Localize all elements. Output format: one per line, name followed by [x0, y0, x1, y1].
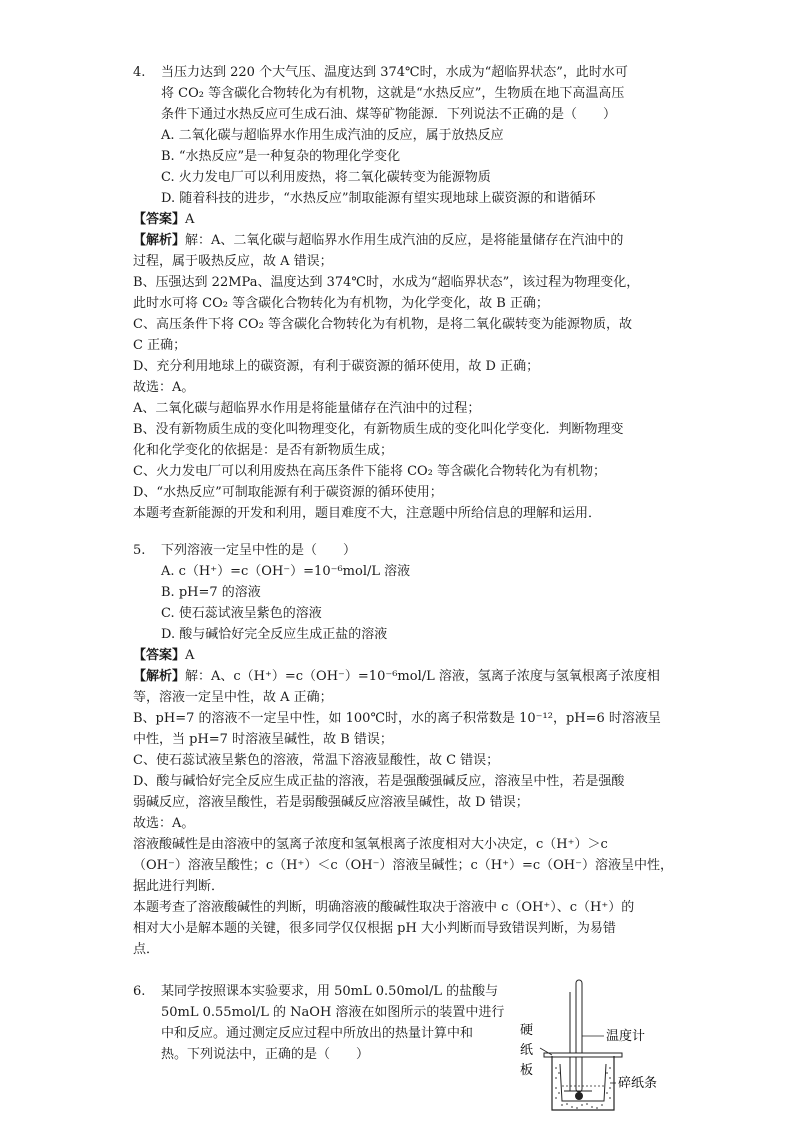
cardboard-cover [544, 1053, 622, 1057]
q4-option-d: D. 随着科技的进步，“水热反应”制取能源有望实现地球上碳资源的和谐循环 [161, 191, 596, 206]
q4-option-c: C. 火力发电厂可以利用废热，将二氧化碳转变为能源物质 [161, 170, 491, 185]
q5-analysis-tag: 【解析】 [133, 669, 186, 684]
q5-option-d: D. 酸与碱恰好完全反应生成正盐的溶液 [161, 627, 388, 642]
q4-option-b: B. “水热反应”是一种复杂的物理化学变化 [161, 149, 401, 164]
q5-analysis-line-14: 点． [133, 942, 160, 957]
q4-analysis-line-5: C、高压条件下将 CO₂ 等含碳化合物转化为有机物，是将二氧化碳转变为能源物质，故 [133, 317, 633, 332]
q5-analysis-line-13: 相对大小是解本题的关键，很多同学仅仅根据 pH 大小判断而导致错误判断，为易错 [133, 921, 616, 936]
thermometer-tube [576, 980, 582, 1092]
q5-analysis-line-11: 据此进行判断． [133, 879, 225, 894]
thermometer-bulb [575, 1092, 583, 1100]
q4-stem-line-1: 当压力达到 220 个大气压、温度达到 374℃时，水成为“超临界状态”，此时水可 [161, 65, 628, 80]
q5-analysis-line-3: B、pH=7 的溶液不一定呈中性，如 100℃时，水的离子积常数是 10⁻¹²，pH=6 时溶液呈 [133, 711, 661, 726]
q4-answer-tag: 【答案】 [133, 212, 186, 227]
q5-answer [133, 645, 194, 666]
shredded-paper [555, 1067, 611, 1109]
q5-analysis-line-9: 溶液酸碱性是由溶液中的氢离子浓度和氢氧根离子浓度相对大小决定，c（H⁺）＞c [133, 837, 608, 852]
q5-option-c: C. 使石蕊试液呈紫色的溶液 [161, 606, 322, 621]
q4-analysis-line-13: D、“水热反应”可制取能源有利于碳资源的循环使用； [133, 485, 443, 500]
q5-number: 5. [133, 543, 146, 558]
q4-stem-line-2: 将 CO₂ 等含碳化合物转化为有机物，这就是“水热反应”，生物质在地下高温高压 [161, 86, 625, 101]
q6-stem-line-3: 中和反应。通过测定反应过程中所放出的热量计算中和 [161, 1026, 474, 1041]
q5-analysis-line-1 [133, 666, 660, 687]
q4-answer-value: A [185, 212, 195, 227]
q5-analysis-line-12: 本题考查了溶液酸碱性的判断，明确溶液的酸碱性取决于溶液中 c（OH⁺）、c（H⁺）的 [133, 900, 635, 915]
q4-analysis-line-4: 此时水可将 CO₂ 等含碳化合物转化为有机物，为化学变化，故 B 正确； [133, 296, 549, 311]
q5-analysis-text-1: 解：A、c（H⁺）=c（OH⁻）=10⁻⁶mol/L 溶液，氢离子浓度与氢氧根离子浓度相 [185, 669, 660, 684]
q5-option-a: A. c（H⁺）=c（OH⁻）=10⁻⁶mol/L 溶液 [161, 564, 411, 579]
label-board-2: 纸 [520, 1043, 534, 1058]
q5-analysis-line-5: C、使石蕊试液呈紫色的溶液，常温下溶液显酸性，故 C 错误； [133, 753, 500, 768]
q6-stem-line-2: 50mL 0.55mol/L 的 NaOH 溶液在如图所示的装置中进行 [161, 1005, 505, 1020]
q5-analysis-line-8: 故选：A。 [133, 816, 195, 831]
q5-analysis-line-4: 中性，当 pH=7 时溶液呈碱性，故 B 错误； [133, 732, 393, 747]
q4-option-a: A. 二氧化碳与超临界水作用生成汽油的反应，属于放热反应 [161, 128, 504, 143]
calorimeter-figure [512, 978, 672, 1113]
label-thermometer: 温度计 [606, 1029, 646, 1044]
q4-analysis-line-10: B、没有新物质生成的变化叫物理变化，有新物质生成的变化叫化学变化．判断物理变 [133, 422, 624, 437]
q4-analysis-tag: 【解析】 [133, 233, 186, 248]
q4-number: 4. [133, 65, 146, 80]
q4-stem-line-3: 条件下通过水热反应可生成石油、煤等矿物能源．下列说法不正确的是（ ） [161, 107, 617, 122]
q6-stem-line-4: 热。下列说法中，正确的是（ ） [161, 1047, 370, 1062]
label-board-1: 硬 [520, 1023, 534, 1038]
q6-stem-line-1: 某同学按照课本实验要求，用 50mL 0.50mol/L 的盐酸与 [161, 984, 499, 999]
q5-option-b: B. pH=7 的溶液 [161, 585, 261, 600]
q4-analysis-line-3: B、压强达到 22MPa、温度达到 374℃时，水成为“超临界状态”，该过程为物理变化， [133, 275, 640, 290]
q4-analysis-line-9: A、二氧化碳与超临界水作用是将能量储存在汽油中的过程； [133, 401, 481, 416]
q4-analysis-line-14: 本题考查新能源的开发和利用，题目难度不大，注意题中所给信息的理解和运用． [133, 506, 602, 521]
q5-analysis-line-6: D、酸与碱恰好完全反应生成正盐的溶液，若是强酸强碱反应，溶液呈中性，若是强酸 [133, 774, 625, 789]
inner-beaker [560, 1064, 606, 1101]
q4-analysis-line-11: 化和化学变化的依据是：是否有新物质生成； [133, 443, 394, 458]
q4-analysis-line-12: C、火力发电厂可以利用废热在高压条件下能将 CO₂ 等含碳化合物转化为有机物； [133, 464, 607, 479]
q5-answer-tag: 【答案】 [133, 648, 186, 663]
q4-analysis-line-7: D、充分利用地球上的碳资源，有利于碳资源的循环使用，故 D 正确； [133, 359, 540, 374]
q5-analysis-line-2: 等，溶液一定呈中性，故 A 正确； [133, 690, 333, 705]
q4-analysis-line-8: 故选：A。 [133, 380, 195, 395]
q4-analysis-line-1 [133, 230, 623, 251]
q4-answer [133, 209, 194, 230]
q5-analysis-line-10: （OH⁻）溶液呈酸性；c（H⁺）＜c（OH⁻）溶液呈碱性；c（H⁺）=c（OH⁻）溶液呈中性， [133, 858, 673, 873]
q4-analysis-line-2: 过程，属于吸热反应，故 A 错误； [133, 254, 333, 269]
q4-analysis-text-1: 解：A、二氧化碳与超临界水作用生成汽油的反应，是将能量储存在汽油中的 [185, 233, 624, 248]
q5-answer-value: A [185, 648, 195, 663]
label-board-3: 板 [520, 1063, 534, 1078]
q4-analysis-line-6: C 正确； [133, 338, 187, 353]
q6-number: 6. [133, 984, 146, 999]
label-shredded-paper: 碎纸条 [618, 1076, 658, 1091]
q5-analysis-line-7: 弱碱反应，溶液呈酸性，若是弱酸强碱反应溶液呈碱性，故 D 错误； [133, 795, 529, 810]
q5-stem: 下列溶液一定呈中性的是（ ） [161, 543, 357, 558]
